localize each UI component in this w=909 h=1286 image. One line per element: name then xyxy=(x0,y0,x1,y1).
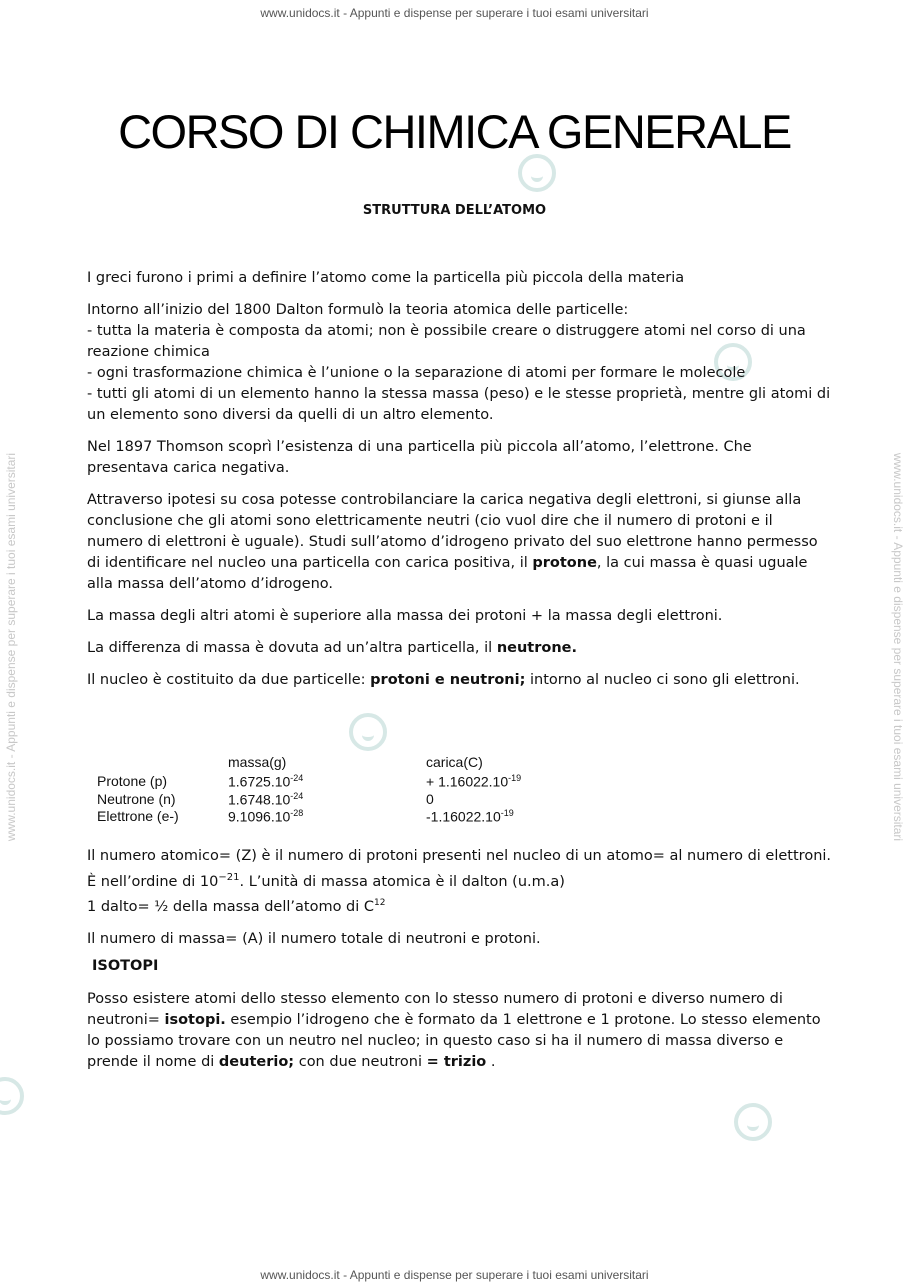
bold-term: neutrone. xyxy=(496,640,578,656)
bold-term: = trizio xyxy=(426,1054,487,1070)
paragraph xyxy=(87,490,832,595)
paragraph xyxy=(87,606,832,627)
body-text-block xyxy=(87,268,832,702)
page-title: CORSO DI CHIMICA GENERALE xyxy=(118,105,791,158)
bold-term: protone xyxy=(532,555,597,571)
paragraph-text: Il numero di massa= (A) il numero totale di neutroni e protoni. xyxy=(87,930,541,947)
bold-term: protoni e neutroni; xyxy=(370,672,526,688)
particle-mass xyxy=(228,791,303,808)
paragraph-text: Posso esistere atomi dello stesso elemento con lo stesso numero di protoni e diverso numero di neutroni= xyxy=(87,991,783,1028)
unidocs-logo-icon xyxy=(518,154,556,192)
particle-name: Protone (p) xyxy=(97,773,168,789)
body-text-block xyxy=(87,846,832,961)
watermark-top: www.unidocs.it - Appunti e dispense per superare i tuoi esami universitari xyxy=(260,6,649,20)
paragraph-text: . L’unità di massa atomica è il dalton (u.m.a) xyxy=(239,873,565,890)
mass-exponent: -24 xyxy=(290,791,304,801)
paragraph xyxy=(87,437,832,479)
mass-value: 1.6748.10 xyxy=(228,791,291,808)
mass-exponent: -28 xyxy=(290,808,304,818)
section-heading-isotopi: ISOTOPI xyxy=(92,958,159,974)
watermark-right: www.unidocs.it - Appunti e dispense per superare i tuoi esami universitari xyxy=(891,452,905,842)
charge-value: + 1.16022.10 xyxy=(426,773,509,790)
watermark-left: www.unidocs.it - Appunti e dispense per superare i tuoi esami universitari xyxy=(4,452,18,842)
unidocs-logo-icon xyxy=(0,1077,24,1115)
paragraph-text: , la cui massa è quasi uguale alla massa dell’atomo d’idrogeno. xyxy=(87,555,808,592)
particle-charge xyxy=(426,773,521,790)
particle-charge xyxy=(426,808,514,825)
particle-charge xyxy=(426,791,434,807)
paragraph xyxy=(87,989,832,1073)
charge-exponent: -19 xyxy=(508,773,522,783)
exponent: −21 xyxy=(218,872,240,883)
column-header: carica(C) xyxy=(426,754,483,770)
paragraph xyxy=(87,638,832,659)
particle-name: Neutrone (n) xyxy=(97,791,176,807)
paragraph xyxy=(87,929,832,950)
paragraph-text: La massa degli altri atomi è superiore alla massa dei protoni + la massa degli elettroni. xyxy=(87,608,723,624)
paragraph-text: esempio l’idrogeno che è formato da 1 elettrone e 1 protone. Lo stesso elemento lo possiamo trovare con un neutro nel nucleo; in questo caso si ha il numero di massa diverso e prende il nome di xyxy=(87,1012,821,1070)
table-row xyxy=(97,791,697,808)
paragraph xyxy=(87,846,832,918)
paragraph-text: I greci furono i primi a definire l’atomo come la particella più piccola della materia xyxy=(87,270,685,286)
paragraph xyxy=(87,300,832,426)
paragraph-text xyxy=(87,846,832,893)
mass-value: 1.6725.10 xyxy=(228,773,291,790)
mass-value: 9.1096.10 xyxy=(228,808,291,825)
charge-value: -1.16022.10 xyxy=(426,808,501,825)
bold-term: deuterio; xyxy=(218,1054,295,1070)
watermark-bottom: www.unidocs.it - Appunti e dispense per superare i tuoi esami universitari xyxy=(260,1268,649,1282)
paragraph-text: Il nucleo è costituito da due particelle: xyxy=(87,672,366,688)
paragraph-text: Intorno all’inizio del 1800 Dalton formulò la teoria atomica delle particelle: xyxy=(87,302,629,318)
table-row xyxy=(97,773,697,790)
paragraph xyxy=(87,670,832,691)
mass-exponent: -24 xyxy=(290,773,304,783)
particle-mass xyxy=(228,773,303,790)
paragraph-text: con due neutroni xyxy=(298,1054,423,1070)
unidocs-logo-icon xyxy=(734,1103,772,1141)
paragraph-text: - tutti gli atomi di un elemento hanno la stessa massa (peso) e le stesse proprietà, mentre gli atomi di un elemento sono diversi da quelli di un altro elemento. xyxy=(87,386,831,423)
paragraph-text: Nel 1897 Thomson scoprì l’esistenza di una particella più piccola all’atomo, l’elettrone. Che presentava carica negativa. xyxy=(87,439,752,476)
charge-value: 0 xyxy=(426,791,434,807)
paragraph-text: . xyxy=(490,1054,496,1070)
unidocs-logo-icon xyxy=(349,713,387,751)
paragraph xyxy=(87,268,832,289)
particle-name: Elettrone (e-) xyxy=(97,808,179,824)
table-row xyxy=(97,808,697,825)
charge-exponent: -19 xyxy=(500,808,514,818)
body-text-block xyxy=(87,989,832,1084)
paragraph-text: 1 dalto= ½ della massa dell’atomo di C xyxy=(87,898,375,915)
paragraph-text: intorno al nucleo ci sono gli elettroni. xyxy=(530,672,800,688)
exponent: 12 xyxy=(374,897,386,908)
bold-term: isotopi. xyxy=(164,1012,226,1028)
paragraph-text: - tutta la materia è composta da atomi; non è possibile creare o distruggere atomi nel corso di una reazione chimica xyxy=(87,323,806,360)
particle-mass xyxy=(228,808,303,825)
paragraph-text: - ogni trasformazione chimica è l’unione o la separazione di atomi per formare le molecole xyxy=(87,365,746,381)
paragraph-text: Attraverso ipotesi su cosa potesse controbilanciare la carica negativa degli elettroni, si giunse alla conclusione che gli atomi sono elettricamente neutri (cio vuol dire che il numero di protoni e il numero di elettroni è uguale). Studi sull’atomo d’idrogeno privato del suo elettrone hanno permesso di identificare nel nucleo una particella con carica positiva, il xyxy=(87,492,818,571)
paragraph-text xyxy=(87,893,832,918)
paragraph-text: Il numero atomico= (Z) è il numero di protoni presenti nel nucleo di un atomo= al numero di elettroni. È nell’ordine di 10 xyxy=(87,848,832,890)
paragraph-text: La differenza di massa è dovuta ad un’altra particella, il xyxy=(87,640,493,656)
section-subtitle: STRUTTURA DELL’ATOMO xyxy=(362,203,547,218)
column-header: massa(g) xyxy=(228,754,287,770)
